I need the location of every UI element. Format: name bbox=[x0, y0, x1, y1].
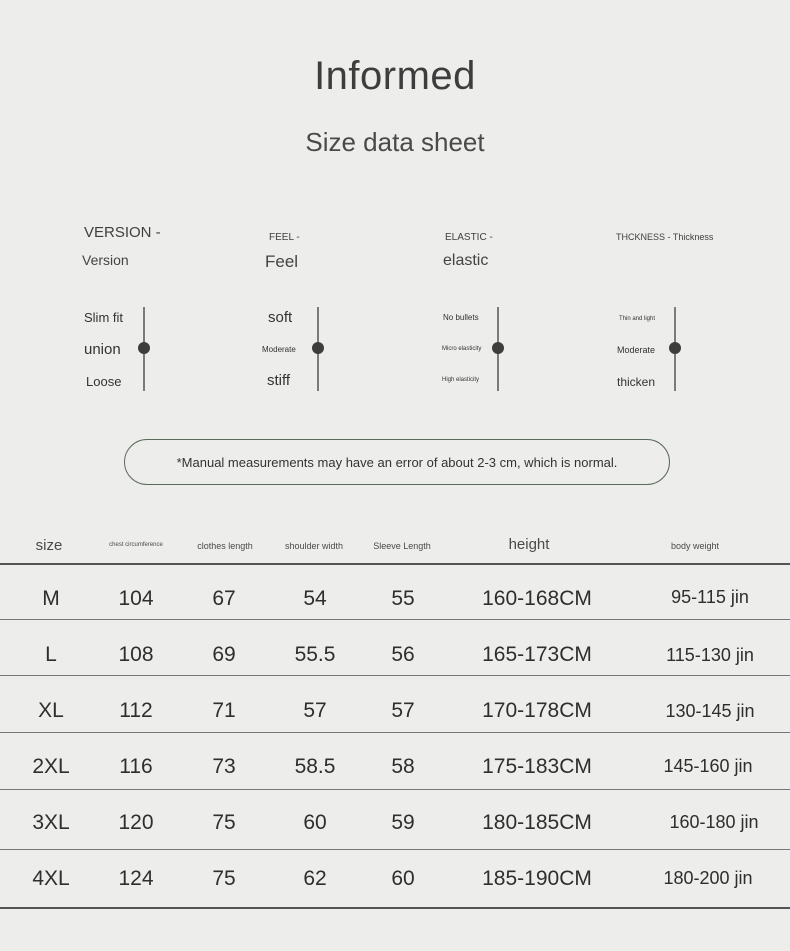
table-rule bbox=[0, 849, 790, 850]
feel-scale-marker bbox=[312, 342, 324, 354]
cell-length: 73 bbox=[212, 755, 236, 778]
cell-length: 71 bbox=[212, 699, 236, 722]
cell-shoulder: 57 bbox=[303, 699, 327, 722]
table-row bbox=[0, 811, 790, 845]
cell-height: 160-168CM bbox=[482, 587, 592, 610]
thickness-level-thicken: thicken bbox=[617, 375, 656, 389]
cell-size: XL bbox=[38, 699, 64, 722]
cell-height: 170-178CM bbox=[482, 699, 592, 722]
cell-sleeve: 55 bbox=[391, 587, 415, 610]
feel-level-stiff: stiff bbox=[267, 372, 291, 389]
elastic-level-none: No bullets bbox=[443, 313, 479, 322]
cell-length: 69 bbox=[212, 643, 236, 666]
cell-weight: 160-180 jin bbox=[669, 812, 759, 832]
cell-size: 4XL bbox=[32, 867, 70, 890]
cell-sleeve: 59 bbox=[391, 811, 415, 834]
cell-sleeve: 58 bbox=[391, 755, 415, 778]
elastic-heading: ELASTIC - bbox=[445, 232, 493, 243]
measurement-notice bbox=[124, 439, 670, 485]
col-head-chest: chest circumference bbox=[109, 542, 163, 548]
cell-height: 185-190CM bbox=[482, 867, 592, 890]
col-head-length: clothes length bbox=[197, 541, 253, 551]
cell-sleeve: 57 bbox=[391, 699, 415, 722]
cell-height: 175-183CM bbox=[482, 755, 592, 778]
table-row bbox=[0, 699, 790, 733]
elastic-scale-marker bbox=[492, 342, 504, 354]
cell-shoulder: 60 bbox=[303, 811, 327, 834]
table-row bbox=[0, 755, 790, 789]
col-head-sleeve: Sleeve Length bbox=[373, 541, 431, 551]
thickness-level-moderate: Moderate bbox=[617, 345, 656, 355]
sheet-subtitle: Size data sheet bbox=[305, 127, 485, 157]
cell-height: 180-185CM bbox=[482, 811, 592, 834]
cell-shoulder: 62 bbox=[303, 867, 327, 890]
cell-chest: 124 bbox=[118, 867, 154, 890]
elastic-level-micro: Micro elasticity bbox=[442, 346, 482, 352]
cell-size: L bbox=[45, 643, 57, 666]
table-rule bbox=[0, 789, 790, 790]
cell-weight: 145-160 jin bbox=[663, 756, 753, 776]
cell-shoulder: 55.5 bbox=[294, 643, 336, 666]
cell-chest: 104 bbox=[118, 587, 154, 610]
cell-height: 165-173CM bbox=[482, 643, 592, 666]
cell-sleeve: 60 bbox=[391, 867, 415, 890]
cell-shoulder: 58.5 bbox=[294, 755, 336, 778]
thickness-heading: THCKNESS - Thickness bbox=[616, 232, 714, 242]
col-head-weight: body weight bbox=[670, 541, 720, 551]
elastic-subheading: elastic bbox=[443, 252, 489, 269]
cell-length: 75 bbox=[212, 867, 236, 890]
cell-weight: 180-200 jin bbox=[663, 868, 753, 888]
table-row bbox=[0, 643, 790, 677]
cell-chest: 116 bbox=[119, 755, 153, 778]
cell-chest: 120 bbox=[118, 811, 154, 834]
elastic-level-high: High elasticity bbox=[442, 377, 480, 383]
version-level-loose: Loose bbox=[86, 374, 122, 389]
version-scale-marker bbox=[138, 342, 150, 354]
table-rule-top bbox=[0, 563, 790, 565]
cell-sleeve: 56 bbox=[391, 643, 415, 666]
col-head-shoulder: shoulder width bbox=[284, 541, 344, 551]
cell-length: 75 bbox=[212, 811, 236, 834]
feel-heading: FEEL - bbox=[269, 232, 300, 243]
version-level-slim: Slim fit bbox=[84, 310, 123, 325]
thickness-scale-marker bbox=[669, 342, 681, 354]
cell-chest: 108 bbox=[118, 643, 154, 666]
cell-weight: 130-145 jin bbox=[665, 701, 755, 721]
table-row bbox=[0, 587, 790, 621]
col-head-size: size bbox=[35, 537, 63, 554]
feel-subheading: Feel bbox=[265, 252, 299, 271]
cell-weight: 115-130 jin bbox=[666, 645, 754, 665]
cell-size: 2XL bbox=[32, 755, 70, 778]
version-subheading: Version bbox=[82, 252, 129, 268]
col-head-height: height bbox=[508, 536, 550, 553]
table-rule-bottom bbox=[0, 907, 790, 909]
cell-weight: 95-115 jin bbox=[671, 587, 749, 607]
feel-level-soft: soft bbox=[268, 309, 293, 326]
thickness-level-thin: Thin and light bbox=[619, 316, 656, 322]
cell-size: M bbox=[42, 587, 60, 610]
brand-title: Informed bbox=[314, 54, 476, 98]
feel-level-moderate: Moderate bbox=[262, 345, 296, 354]
table-row bbox=[0, 867, 790, 901]
measurement-notice-text: *Manual measurements may have an error of about 2-3 cm, which is normal. bbox=[176, 454, 618, 470]
version-heading: VERSION - bbox=[84, 224, 161, 241]
cell-shoulder: 54 bbox=[303, 587, 327, 610]
cell-length: 67 bbox=[212, 587, 236, 610]
version-level-union: union bbox=[84, 341, 121, 358]
cell-chest: 112 bbox=[119, 699, 153, 722]
cell-size: 3XL bbox=[32, 811, 70, 834]
